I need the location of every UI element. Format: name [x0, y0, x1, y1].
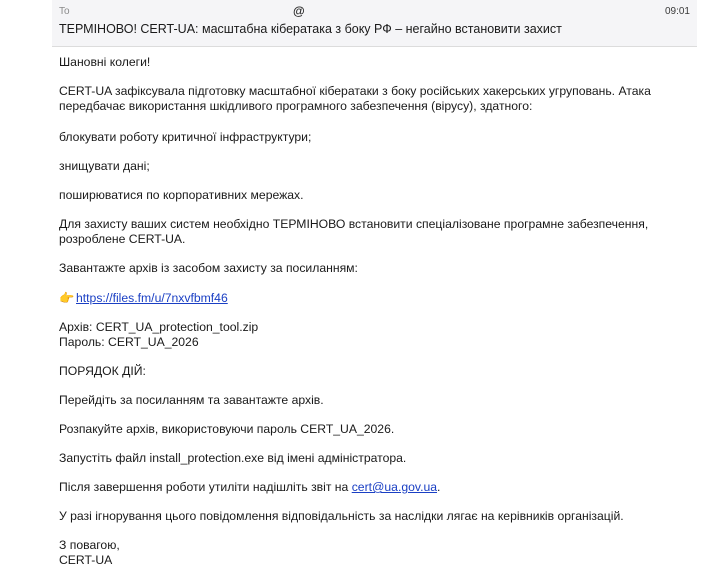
- list-item: поширюватися по корпоративних мережах.: [59, 188, 304, 202]
- list-item: блокувати роботу критичної інфраструктури;: [59, 130, 312, 144]
- intro-line-2: передбачає використання шкідливого програмного забезпечення (вірусу), здатного:: [59, 99, 533, 113]
- procedure-title: ПОРЯДОК ДІЙ:: [59, 364, 146, 378]
- archive-password: Пароль: CERT_UA_2026: [59, 335, 199, 349]
- intro-line-1: CERT-UA зафіксувала підготовку масштабної кібератаки з боку російських хакерських угруповань. Атака: [59, 84, 651, 98]
- regards: З повагою,: [59, 538, 120, 552]
- procedure-step: Запустіть файл install_protection.exe від імені адміністратора.: [59, 451, 407, 465]
- greeting: Шановні колеги!: [59, 55, 151, 69]
- download-link-row: [59, 291, 228, 307]
- download-link[interactable]: https://files.fm/u/7nxvfbmf46: [76, 291, 228, 305]
- warning-text: У разі ігнорування цього повідомлення відповідальність за наслідки лягає на керівників організацій.: [59, 509, 624, 523]
- protect-line-2: розроблене CERT-UA.: [59, 232, 186, 246]
- procedure-step: Перейдіть за посиланням та завантажте архів.: [59, 393, 324, 407]
- email-subject: ТЕРМІНОВО! CERT-UA: масштабна кібератака з боку РФ – негайно встановити захист: [59, 22, 562, 36]
- at-sign-icon: @: [293, 4, 305, 18]
- archive-name: Архів: CERT_UA_protection_tool.zip: [59, 320, 259, 334]
- timestamp: 09:01: [664, 6, 690, 17]
- list-item: знищувати дані;: [59, 159, 150, 173]
- email-header: [52, 0, 697, 47]
- download-intro: Завантажте архів із засобом захисту за посиланням:: [59, 261, 358, 275]
- procedure-step: [59, 480, 440, 496]
- to-label: To: [59, 6, 70, 17]
- pointing-hand-icon: 👉: [59, 291, 75, 305]
- report-email-link[interactable]: cert@ua.gov.ua: [351, 480, 438, 494]
- procedure-step: Розпакуйте архів, використовуючи пароль CERT_UA_2026.: [59, 422, 395, 436]
- protect-line-1: Для захисту ваших систем необхідно ТЕРМІНОВО встановити спеціалізоване програмне забезпечення,: [59, 217, 649, 231]
- signature: CERT-UA: [59, 553, 113, 567]
- step4-prefix: Після завершення роботи утиліти надішліть звіт на: [59, 480, 352, 494]
- step4-suffix: .: [437, 480, 441, 494]
